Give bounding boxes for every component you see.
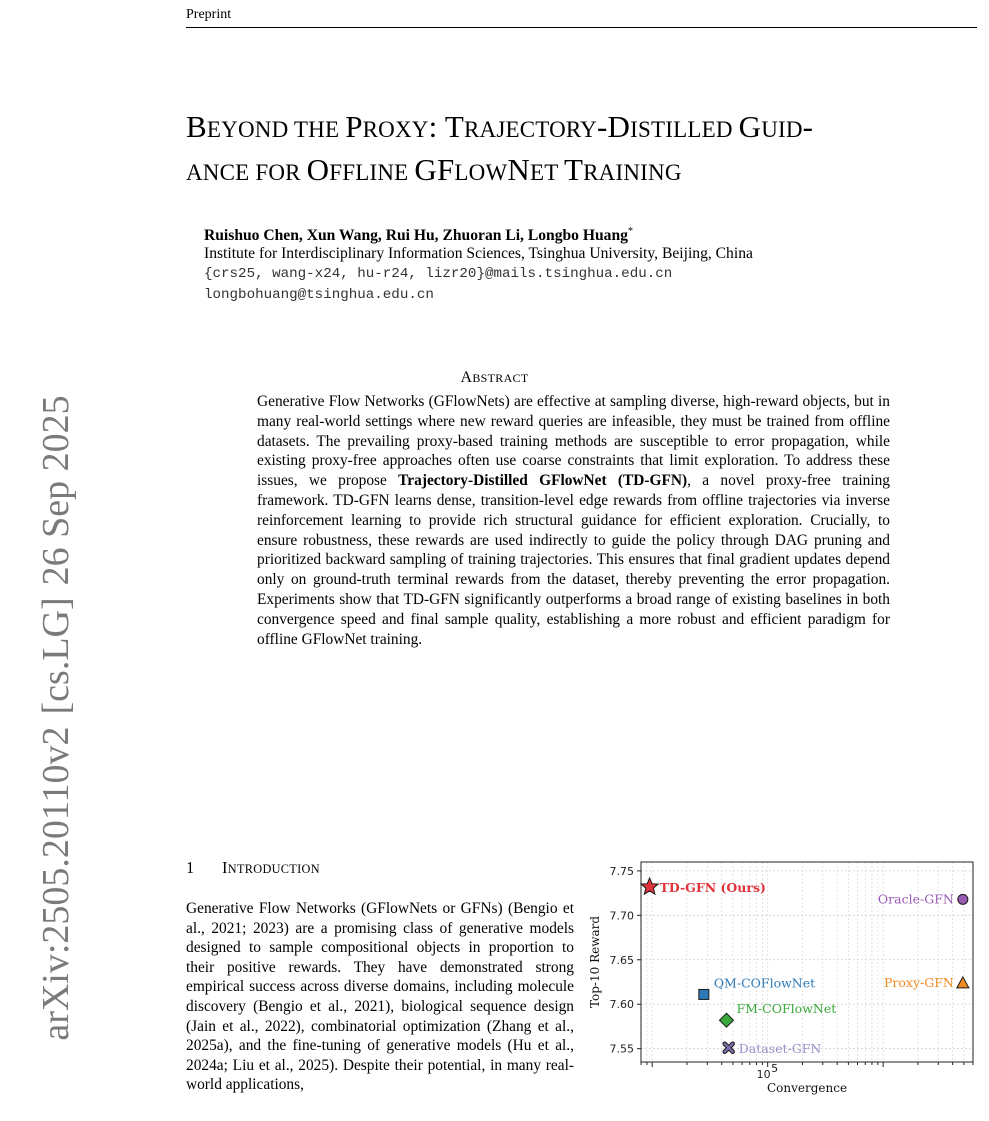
arxiv-date: 26 Sep 2025 xyxy=(35,395,77,586)
point-label: TD-GFN (Ours) xyxy=(659,879,766,895)
email-line-2[interactable]: longbohuang@tsinghua.edu.cn xyxy=(204,287,434,303)
point-label: Oracle-GFN xyxy=(877,891,954,907)
section-heading-introduction xyxy=(186,858,320,878)
title-sc: EYOND THE xyxy=(206,117,346,142)
title-sc: RAJECTORY xyxy=(463,117,597,142)
title-cap: : T xyxy=(428,109,464,144)
author-names: Ruishuo Chen, Xun Wang, Rui Hu, Zhuoran Li, Longbo Huang xyxy=(204,227,628,245)
scatter-plot xyxy=(585,858,985,1116)
data-point xyxy=(884,975,969,990)
title-sc: ET xyxy=(529,160,564,185)
data-point xyxy=(878,891,968,906)
point-label: QM-COFlowNet xyxy=(713,975,816,991)
y-tick-label: 7.70 xyxy=(609,909,634,923)
affiliation: Institute for Interdisciplinary Information Sciences, Tsinghua University, Beijing, China xyxy=(204,245,753,262)
abstract-heading-first: A xyxy=(460,369,473,386)
title-cap: P xyxy=(345,109,363,144)
x-tick-exponent: 5 xyxy=(771,1062,779,1075)
y-axis-label: Top-10 Reward xyxy=(588,915,602,1009)
email-line-1[interactable]: {crs25, wang-x24, hu-r24, lizr20}@mails.tsinghua.edu.cn xyxy=(204,266,673,282)
running-header: Preprint xyxy=(186,7,232,22)
y-tick-label: 7.55 xyxy=(609,1042,634,1056)
data-points xyxy=(641,878,969,1056)
abstract-method-name: Trajectory-Distilled GFlowNet (TD-GFN) xyxy=(398,472,688,490)
section-heading-first: I xyxy=(222,858,228,877)
title-cap: GF xyxy=(414,152,455,187)
data-point xyxy=(641,878,766,895)
y-tick-label: 7.75 xyxy=(609,864,634,878)
abstract-text-after: , a novel proxy-free training framework. TD-GFN learns dense, transition-level edge rewards from offline trajectories via inverse reinforcement learning to provide rich structural guidance for efficient exploration. Crucially, to ensure robustness, these rewards are used indirectly to guide the policy through DAG pruning and prioritized backward sampling of training trajectories. This ensures that final gradient updates depend only on ground-truth terminal rewards from the dataset, thereby preventing the error propagation. Experiments show that TD-GFN significantly outperforms a broad range of existing baselines in both convergence speed and final sample quality, establishing a more robust and efficient paradigm for offline GFlowNet training. xyxy=(257,472,890,648)
title-cap: N xyxy=(507,152,530,187)
title-line-2 xyxy=(186,150,986,193)
point-label: FM-COFlowNet xyxy=(736,1001,837,1017)
arxiv-id: arXiv:2505.20110v2 xyxy=(35,726,77,1041)
y-tick-label: 7.65 xyxy=(609,953,634,967)
title-sc: UID xyxy=(761,117,803,142)
title-sc: LOW xyxy=(454,160,508,185)
header-rule xyxy=(186,27,977,28)
data-point xyxy=(725,1041,822,1056)
title-cap: T xyxy=(564,152,584,187)
reward-convergence-chart xyxy=(585,858,985,1121)
introduction-paragraph: Generative Flow Networks (GFlowNets or GFNs) (Bengio et al., 2021; 2023) are a promising class of generative models designed to sample compositional objects in proportion to their positive rewards. They have demonstrated strong empirical success across diverse domains, including molecule discovery (Bengio et al., 2021), biological sequence design (Jain et al., 2022), combinatorial optimization (Zhang et al., 2025a), and the fine-tuning of generative models (Hu et al., 2024a; Liu et al., 2025). Despite their potential, in many real-world applications, xyxy=(186,900,574,1094)
square-marker xyxy=(699,989,709,999)
title-sc: ISTILLED xyxy=(630,117,739,142)
data-point xyxy=(699,975,815,999)
point-label: Proxy-GFN xyxy=(883,974,954,990)
section-heading-rest: NTRODUCTION xyxy=(227,862,320,876)
corresponding-mark: * xyxy=(627,226,633,237)
title-cap: - xyxy=(802,109,814,144)
title-cap: G xyxy=(738,109,762,144)
title-sc: FFLINE xyxy=(329,160,415,185)
title-sc: RAINING xyxy=(583,160,682,185)
data-point xyxy=(719,1001,836,1027)
title-cap: O xyxy=(306,152,330,187)
point-label: Dataset-GFN xyxy=(738,1040,822,1056)
circle-marker xyxy=(958,894,968,904)
triangle-marker xyxy=(957,977,969,988)
abstract-body xyxy=(257,392,890,649)
author-list xyxy=(204,226,633,245)
title-line-1 xyxy=(186,107,986,150)
y-tick-label: 7.60 xyxy=(609,998,634,1012)
star-marker xyxy=(641,878,658,894)
title-sc: ANCE FOR xyxy=(186,160,307,185)
abstract-text-before: Generative Flow Networks (GFlowNets) are effective at sampling diverse, high-reward objects, but in many real-world settings where new reward queries are infeasible, they must be trained from offline datasets. The prevailing proxy-based training methods are susceptible to error propagation, while existing proxy-free approaches often use coarse constraints that limit exploration. To address these issues, we propose xyxy=(257,393,890,490)
section-number: 1 xyxy=(186,858,195,877)
title-sc: ROXY xyxy=(362,117,429,142)
abstract-heading-rest: BSTRACT xyxy=(472,371,529,385)
arxiv-category: [cs.LG] xyxy=(35,597,77,715)
x-axis-label: Convergence xyxy=(766,1081,848,1095)
x-tick-label: 10 xyxy=(756,1068,771,1081)
paper-title xyxy=(186,107,986,193)
arxiv-stamp[interactable] xyxy=(31,338,81,1098)
abstract-heading xyxy=(0,369,989,387)
title-cap: -D xyxy=(597,109,631,144)
title-cap: B xyxy=(186,109,207,144)
